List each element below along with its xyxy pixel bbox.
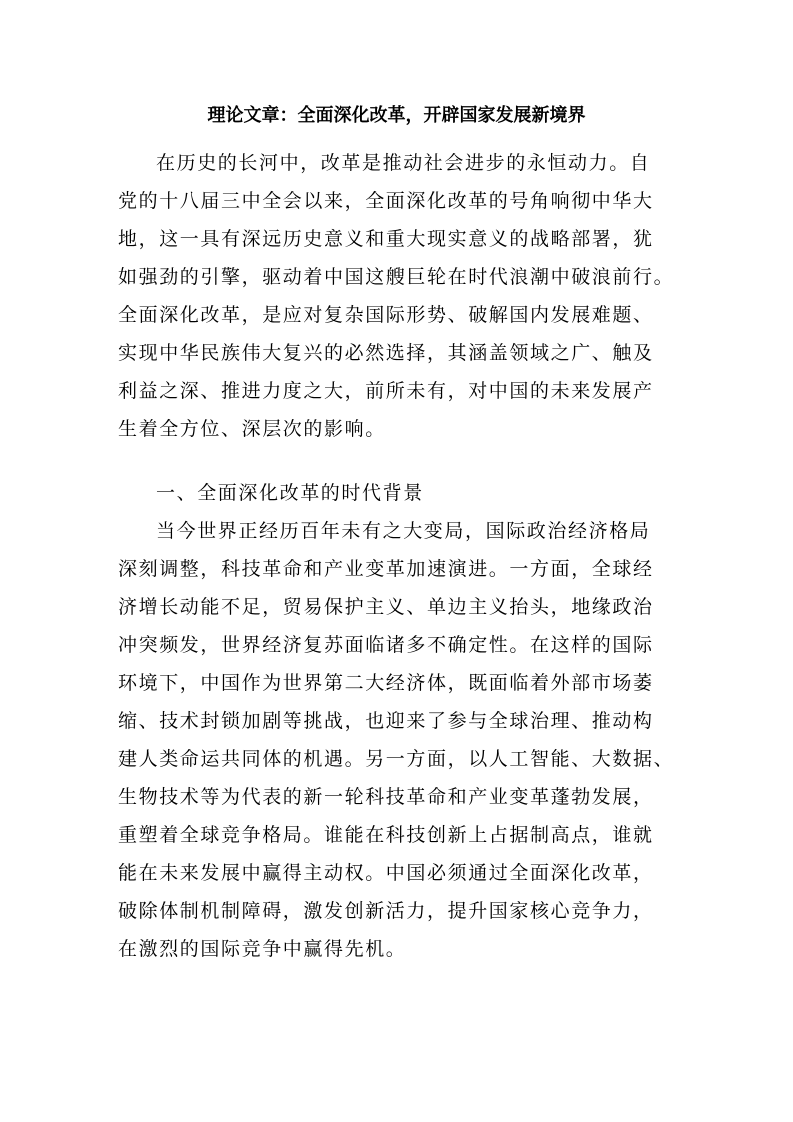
text-line: 建人类命运共同体的机遇。另一方面，以人工智能、大数据、: [118, 748, 675, 770]
text-line: 利益之深、推进力度之大，前所未有，对中国的未来发展产: [118, 380, 654, 402]
text-line: 重塑着全球竞争格局。谁能在科技创新上占据制高点，谁就: [118, 824, 654, 846]
text-line: 能在未来发展中赢得主动权。中国必须通过全面深化改革，: [118, 862, 654, 884]
text-line: 在历史的长河中，改革是推动社会进步的永恒动力。自: [156, 152, 651, 174]
text-line: 济增长动能不足，贸易保护主义、单边主义抬头，地缘政治: [118, 596, 654, 618]
paragraph-intro: [118, 144, 678, 448]
text-line: 环境下，中国作为世界第二大经济体，既面临着外部市场萎: [118, 672, 654, 694]
text-line: 生物技术等为代表的新一轮科技革命和产业变革蓬勃发展，: [118, 786, 654, 808]
text-line: 生着全方位、深层次的影响。: [118, 418, 386, 440]
text-line: 缩、技术封锁加剧等挑战，也迎来了参与全球治理、推动构: [118, 710, 654, 732]
section-heading: [118, 474, 678, 512]
text-line: 地，这一具有深远历史意义和重大现实意义的战略部署，犹: [118, 228, 654, 250]
text-line: 党的十八届三中全会以来，全面深化改革的号角响彻中华大: [118, 190, 654, 212]
text-line: 破除体制机制障碍，激发创新活力，提升国家核心竞争力，: [118, 900, 654, 922]
section-heading-text: 一、全面深化改革的时代背景: [156, 482, 424, 504]
text-line: 在激烈的国际竞争中赢得先机。: [118, 938, 407, 960]
text-line: 深刻调整，科技革命和产业变革加速演进。一方面，全球经: [118, 558, 654, 580]
document-title: 理论文章：全面深化改革，开辟国家发展新境界: [207, 105, 586, 126]
text-line: 实现中华民族伟大复兴的必然选择，其涵盖领域之广、触及: [118, 342, 654, 364]
text-line: 全面深化改革，是应对复杂国际形势、破解国内发展难题、: [118, 304, 654, 326]
text-line: 冲突频发，世界经济复苏面临诸多不确定性。在这样的国际: [118, 634, 654, 656]
text-line: 如强劲的引擎，驱动着中国这艘巨轮在时代浪潮中破浪前行。: [118, 266, 675, 288]
text-line: 当今世界正经历百年未有之大变局，国际政治经济格局: [156, 520, 651, 542]
paragraph-background: [118, 512, 678, 968]
